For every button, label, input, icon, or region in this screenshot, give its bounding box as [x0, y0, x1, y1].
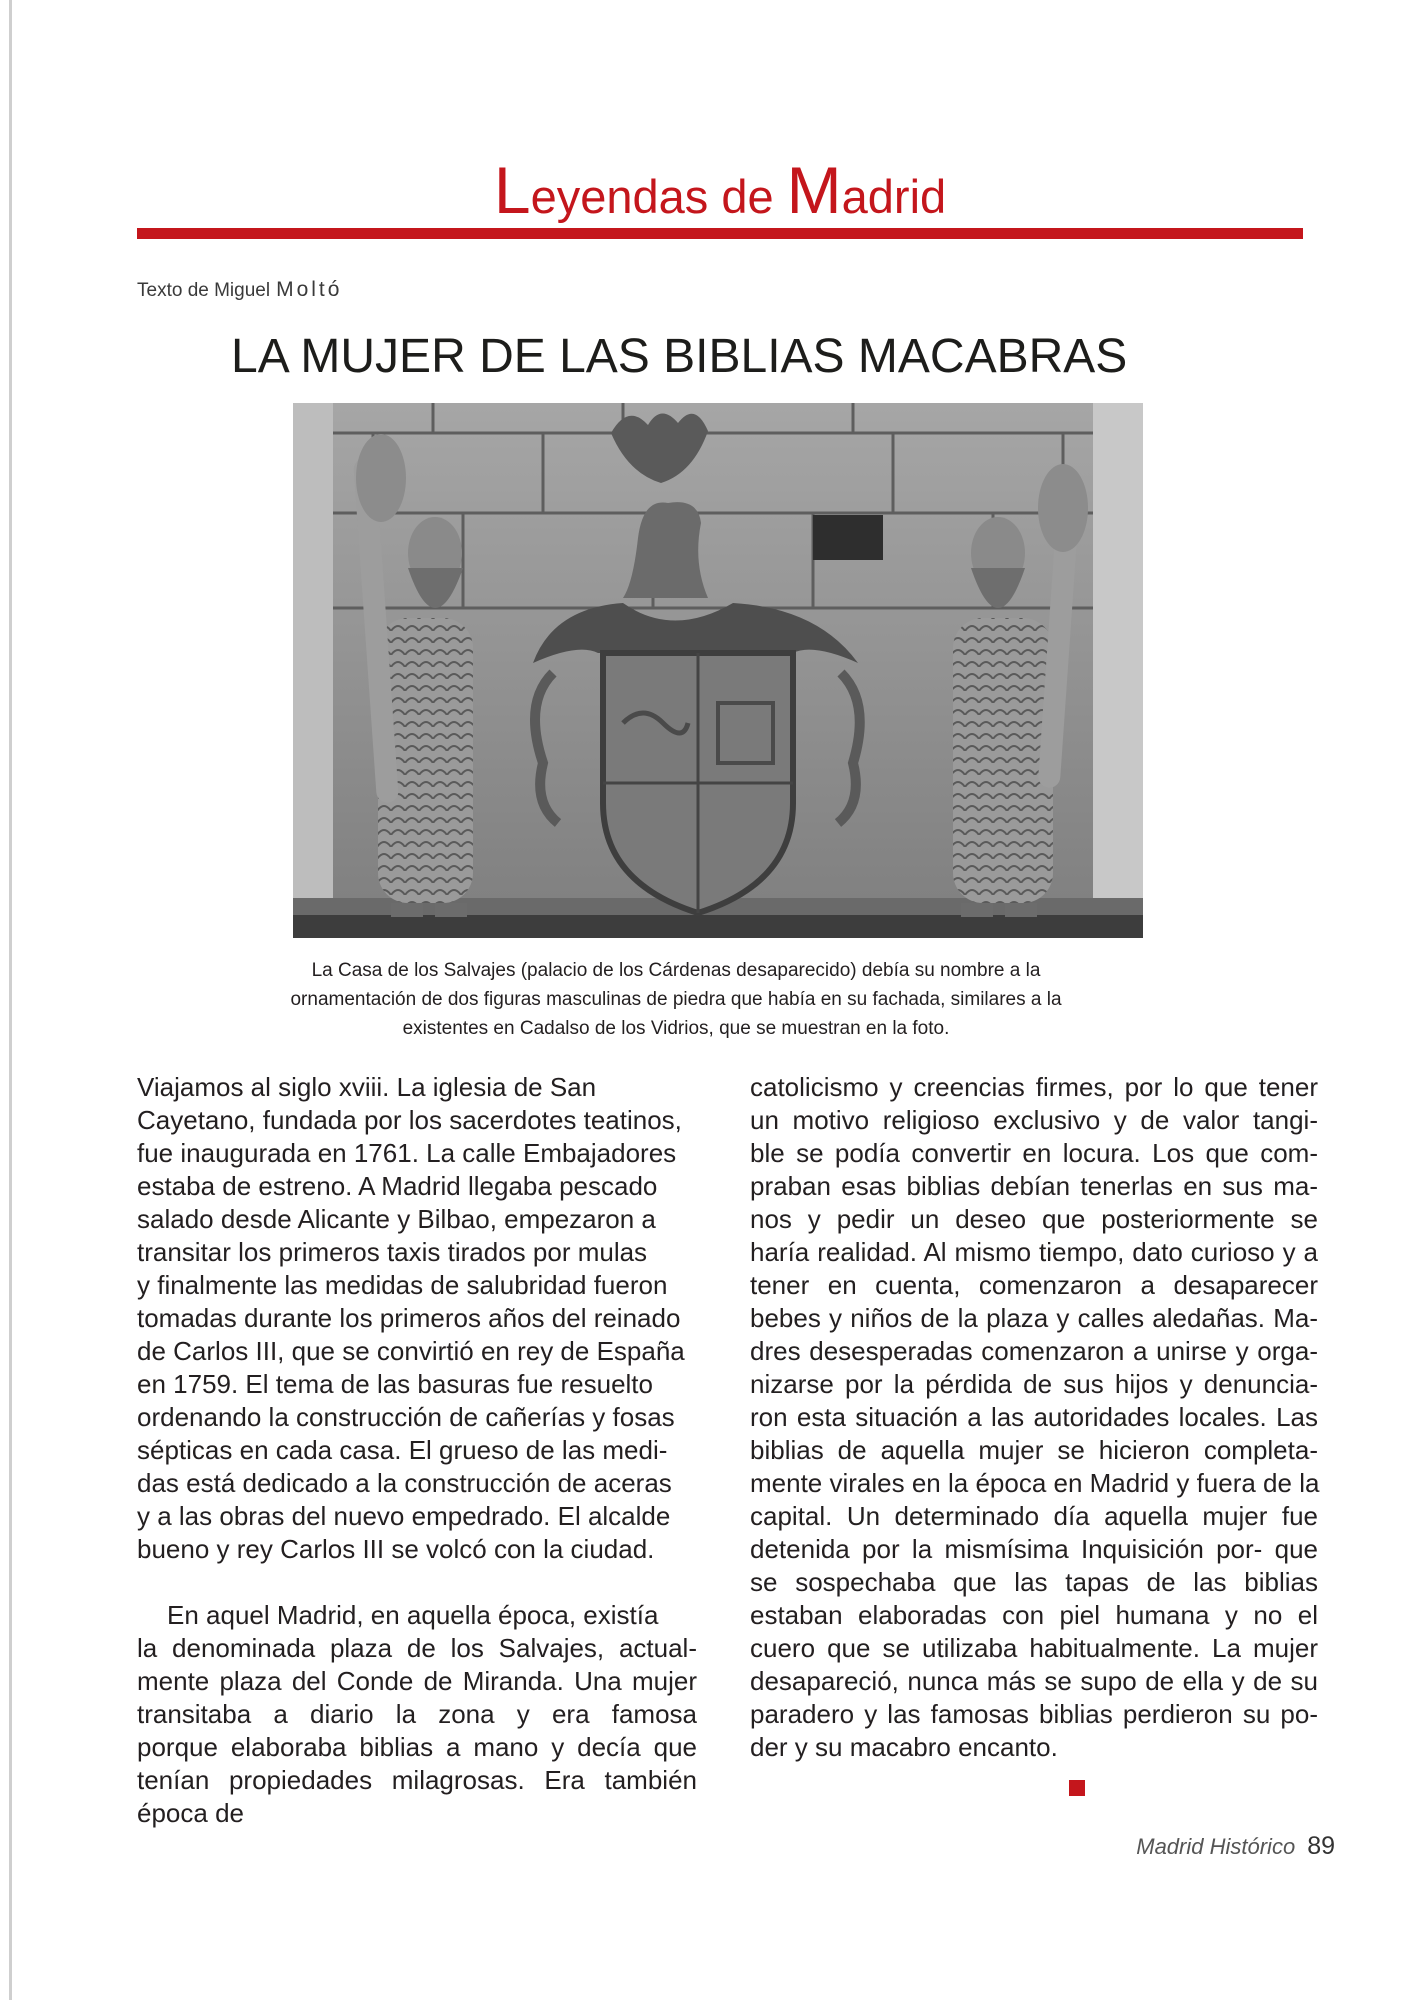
section-title-initial-m: M: [786, 153, 842, 227]
article-column-right: [750, 1071, 1318, 1764]
text-line: la denominada plaza de los Salvajes, actual-: [137, 1633, 697, 1663]
text-line: época de: [137, 1798, 244, 1828]
section-title: [137, 153, 1303, 229]
text-line: tomadas durante los primeros años del reinado: [137, 1303, 681, 1333]
article-headline: LA MUJER DE LAS BIBLIAS MACABRAS: [231, 330, 1128, 383]
text-line: Viajamos al siglo xviii. La iglesia de San: [137, 1072, 597, 1102]
paragraph-1: [137, 1071, 697, 1566]
text-line: desapareció, nunca más se supo de ella y de su: [750, 1666, 1318, 1696]
text-line: sépticas en cada casa. El grueso de las medi-: [137, 1435, 668, 1465]
text-line: ron esta situación a las autoridades locales. Las: [750, 1402, 1318, 1432]
text-line: praban esas biblias debían tenerlas en sus ma-: [750, 1171, 1318, 1201]
text-line: bebes y niños de la plaza y calles aledañas. Ma-: [750, 1303, 1318, 1333]
article-column-left: [137, 1071, 697, 1830]
text-line: estaba de estreno. A Madrid llegaba pescado: [137, 1171, 658, 1201]
text-line: der y su macabro encanto.: [750, 1732, 1058, 1762]
text-line: y a las obras del nuevo empedrado. El alcalde: [137, 1501, 671, 1531]
byline: [137, 278, 342, 302]
paragraph-2: [137, 1599, 697, 1830]
byline-surname: Moltó: [276, 278, 343, 301]
text-line: porque elaboraba biblias a mano y decía que: [137, 1732, 697, 1762]
caption-line: La Casa de los Salvajes (palacio de los Cárdenas desaparecido) debía su nombre a la: [311, 960, 1041, 981]
page-number: 89: [1307, 1832, 1335, 1860]
publication-name: Madrid Histórico: [1136, 1834, 1296, 1859]
header-rule: [137, 228, 1303, 239]
page-footer: [1136, 1832, 1335, 1861]
text-line: se sospechaba que las tapas de las biblias: [750, 1567, 1318, 1597]
text-line: cuero que se utilizaba habitualmente. La mujer: [750, 1633, 1318, 1663]
text-line: transitaba a diario la zona y era famosa: [137, 1699, 697, 1729]
text-line: salado desde Alicante y Bilbao, empezaron a: [137, 1204, 656, 1234]
text-line: capital. Un determinado día aquella mujer fue: [750, 1501, 1318, 1531]
end-of-article-square: [1069, 1780, 1085, 1796]
text-line: un motivo religioso exclusivo y de valor tangi-: [750, 1105, 1318, 1135]
text-line: ble se podía convertir en locura. Los que com-: [750, 1138, 1318, 1168]
text-line: dres desesperadas comenzaron a unirse y orga-: [750, 1336, 1318, 1366]
photo-caption: [231, 956, 1121, 1043]
text-line: transitar los primeros taxis tirados por mulas: [137, 1237, 648, 1267]
text-line: En aquel Madrid, en aquella época, existía: [167, 1600, 659, 1630]
text-line: das está dedicado a la construcción de aceras: [137, 1468, 672, 1498]
text-line: detenida por la mismísima Inquisición por- que: [750, 1534, 1318, 1564]
text-line: fue inaugurada en 1761. La calle Embajadores: [137, 1138, 677, 1168]
caption-line: existentes en Cadalso de los Vidrios, que se muestran en la foto.: [402, 1018, 950, 1039]
text-line: en 1759. El tema de las basuras fue resuelto: [137, 1369, 653, 1399]
text-line: tenían propiedades milagrosas. Era también: [137, 1765, 697, 1795]
text-line: mente virales en la época en Madrid y fuera de la: [750, 1468, 1320, 1498]
paragraph-gap: [137, 1566, 697, 1599]
section-title-part-2: adrid: [841, 170, 947, 223]
text-line: ordenando la construcción de cañerías y fosas: [137, 1402, 675, 1432]
text-line: estaban elaboradas con piel humana y no el: [750, 1600, 1318, 1630]
text-line: de Carlos III, que se convirtió en rey de España: [137, 1336, 685, 1366]
paragraph-3: [750, 1071, 1318, 1764]
text-line: biblias de aquella mujer se hicieron completa-: [750, 1435, 1318, 1465]
text-line: Cayetano, fundada por los sacerdotes teatinos,: [137, 1105, 682, 1135]
text-line: haría realidad. Al mismo tiempo, dato curioso y a: [750, 1237, 1318, 1267]
caption-line: ornamentación de dos figuras masculinas de piedra que había en su fachada, similares a la: [290, 989, 1062, 1010]
text-line: bueno y rey Carlos III se volcó con la ciudad.: [137, 1534, 655, 1564]
text-line: nos y pedir un deseo que posteriormente se: [750, 1204, 1318, 1234]
section-title-part-1: eyendas de: [530, 170, 787, 223]
text-line: catolicismo y creencias firmes, por lo que tener: [750, 1072, 1318, 1102]
section-title-initial-l: L: [493, 153, 531, 227]
text-line: nizarse por la pérdida de sus hijos y denuncia-: [750, 1369, 1318, 1399]
stone-relief-illustration: [293, 403, 1143, 938]
text-line: tener en cuenta, comenzaron a desaparecer: [750, 1270, 1318, 1300]
article-photo: [293, 403, 1143, 938]
byline-prefix: Texto de Miguel: [137, 280, 271, 301]
page-edge-rule: [9, 0, 12, 2000]
text-line: y finalmente las medidas de salubridad fueron: [137, 1270, 668, 1300]
text-line: paradero y las famosas biblias perdieron su po-: [750, 1699, 1318, 1729]
text-line: mente plaza del Conde de Miranda. Una mujer: [137, 1666, 697, 1696]
